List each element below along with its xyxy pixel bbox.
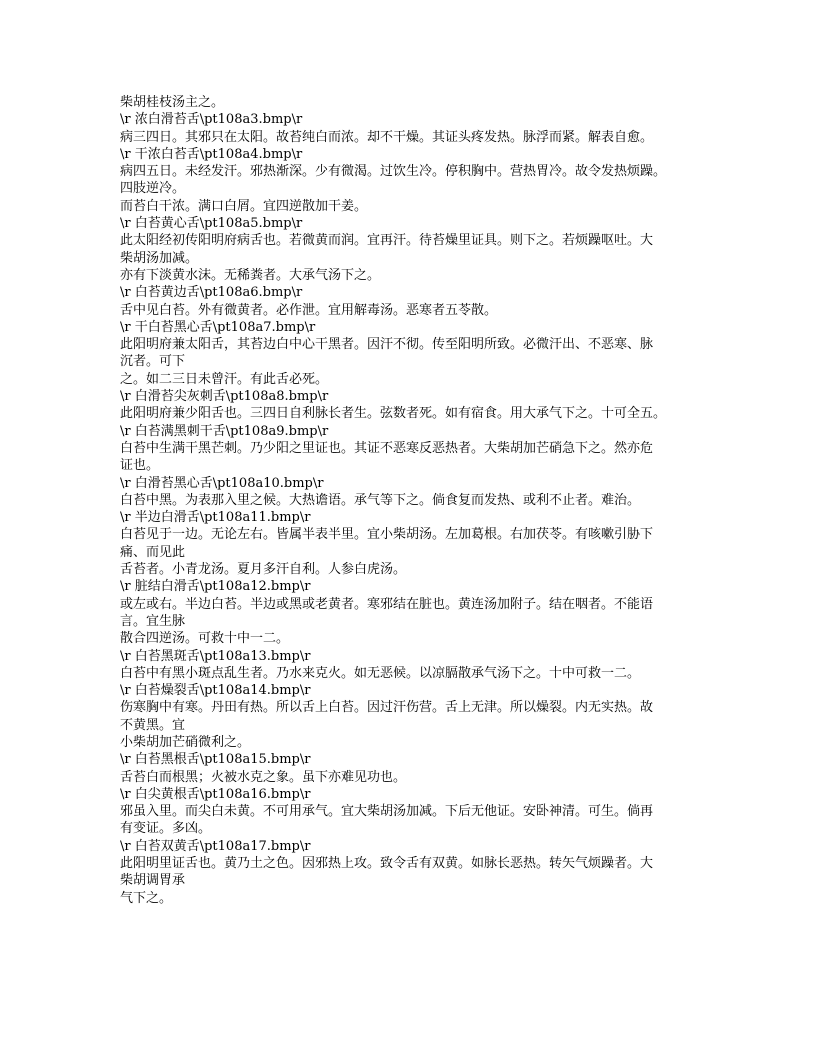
text-line: 舌苔白而根黑；火被水克之象。虽下亦难见功也。 — [120, 769, 407, 785]
text-line: 证也。 — [120, 458, 160, 474]
text-line: 舌中见白苔。外有微黄者。必作泄。宜用解毒汤。恶寒者五苓散。 — [120, 302, 498, 318]
text-line: \r 半边白滑舌\pt108a11.bmp\r — [120, 510, 311, 526]
text-line: 气下之。 — [120, 890, 173, 906]
text-line: \r 白苔黄心舌\pt108a5.bmp\r — [120, 216, 303, 232]
text-line: 白苔中黑。为表那入里之候。大热谵语。承气等下之。倘食复而发热、或利不止者。难治。 — [120, 492, 641, 508]
text-line: \r 干浓白苔舌\pt108a4.bmp\r — [120, 146, 303, 162]
text-line: 白苔见于一边。无论左右。皆属半表半里。宜小柴胡汤。左加葛根。右加茯苓。有咳嗽引胁下 — [120, 527, 654, 543]
text-line: 白苔中生满干黑芒刺。乃少阳之里证也。其证不恶寒反恶热者。大柴胡加芒硝急下之。然亦危 — [120, 440, 654, 456]
text-line: \r 白苔双黄舌\pt108a17.bmp\r — [120, 838, 311, 854]
text-line: 不黄黑。宜 — [120, 717, 186, 733]
text-line: 邪虽入里。而尖白未黄。不可用承气。宜大柴胡汤加减。下后无他证。安卧神清。可生。倘再 — [120, 804, 654, 820]
text-line: \r 脏结白滑舌\pt108a12.bmp\r — [120, 579, 311, 595]
text-line: 柴胡汤加减。 — [120, 250, 199, 266]
text-line: \r 白苔燥裂舌\pt108a14.bmp\r — [120, 683, 311, 699]
text-line: \r 白滑苔尖灰刺舌\pt108a8.bmp\r — [120, 389, 329, 405]
text-line: 病四五日。未经发汗。邪热渐深。少有微渴。过饮生冷。停积胸中。营热胃冷。故令发热烦躁。 — [120, 164, 667, 180]
text-line: 沉者。可下 — [120, 354, 186, 370]
text-line: 而苔白干浓。满口白屑。宜四逆散加干姜。 — [120, 198, 368, 214]
text-line: 柴胡桂枝汤主之。 — [120, 95, 225, 110]
text-line: \r 白苔满黑刺干舌\pt108a9.bmp\r — [120, 423, 329, 439]
text-line: 之。如二三日未曾汗。有此舌必死。 — [120, 371, 329, 387]
text-line: \r 白苔黑斑舌\pt108a13.bmp\r — [120, 648, 311, 664]
text-line: \r 白苔黑根舌\pt108a15.bmp\r — [120, 752, 311, 768]
text-line: 痛、而见此 — [120, 544, 186, 560]
text-line: 亦有下淡黄水沫。无稀粪者。大承气汤下之。 — [120, 267, 381, 283]
text-line: 此太阳经初传阳明府病舌也。若微黄而润。宜再汗。待苔燥里证具。则下之。若烦躁呕吐。大 — [120, 233, 654, 249]
text-line: 伤寒胸中有寒。丹田有热。所以舌上白苔。因过汗伤营。舌上无津。所以燥裂。内无实热。故 — [120, 700, 654, 716]
text-line: 散合四逆汤。可救十中一二。 — [120, 631, 290, 647]
text-line: 柴胡调胃承 — [120, 873, 186, 889]
text-line: 四肢逆冷。 — [120, 181, 186, 197]
text-line: 病三四日。其邪只在太阳。故苔纯白而浓。却不干燥。其证头疼发热。脉浮而紧。解表自愈。 — [120, 129, 654, 145]
text-line: 有变证。多凶。 — [120, 821, 212, 837]
text-line: 小柴胡加芒硝微利之。 — [120, 734, 251, 750]
text-line: \r 浓白滑苔舌\pt108a3.bmp\r — [120, 112, 303, 128]
text-line: \r 白尖黄根舌\pt108a16.bmp\r — [120, 786, 311, 802]
text-line: \r 干白苔黑心舌\pt108a7.bmp\r — [120, 319, 316, 335]
text-line: 白苔中有黑小斑点乱生者。乃水来克火。如无恶候。以凉膈散承气汤下之。十中可救一二。 — [120, 665, 641, 681]
text-line: 或左或右。半边白苔。半边或黑或老黄者。寒邪结在脏也。黄连汤加附子。结在咽者。不能语 — [120, 596, 654, 612]
text-line: \r 白苔黄边舌\pt108a6.bmp\r — [120, 285, 303, 301]
text-line: 舌苔者。小青龙汤。夏月多汗自利。人参白虎汤。 — [120, 562, 407, 578]
text-line: 此阳明里证舌也。黄乃土之色。因邪热上攻。致令舌有双黄。如脉长恶热。转矢气烦躁者。大 — [120, 856, 654, 872]
text-line: 言。宜生脉 — [120, 613, 186, 629]
text-line: 此阳明府兼太阳舌，其苔边白中心干黑者。因汗不彻。传至阳明所致。必微汗出、不恶寒、脉 — [120, 337, 654, 353]
text-line: \r 白滑苔黑心舌\pt108a10.bmp\r — [120, 475, 324, 491]
text-line: 此阳明府兼少阳舌也。三四日自利脉长者生。弦数者死。如有宿食。用大承气下之。十可全五。 — [120, 406, 667, 422]
document-body — [120, 94, 704, 907]
